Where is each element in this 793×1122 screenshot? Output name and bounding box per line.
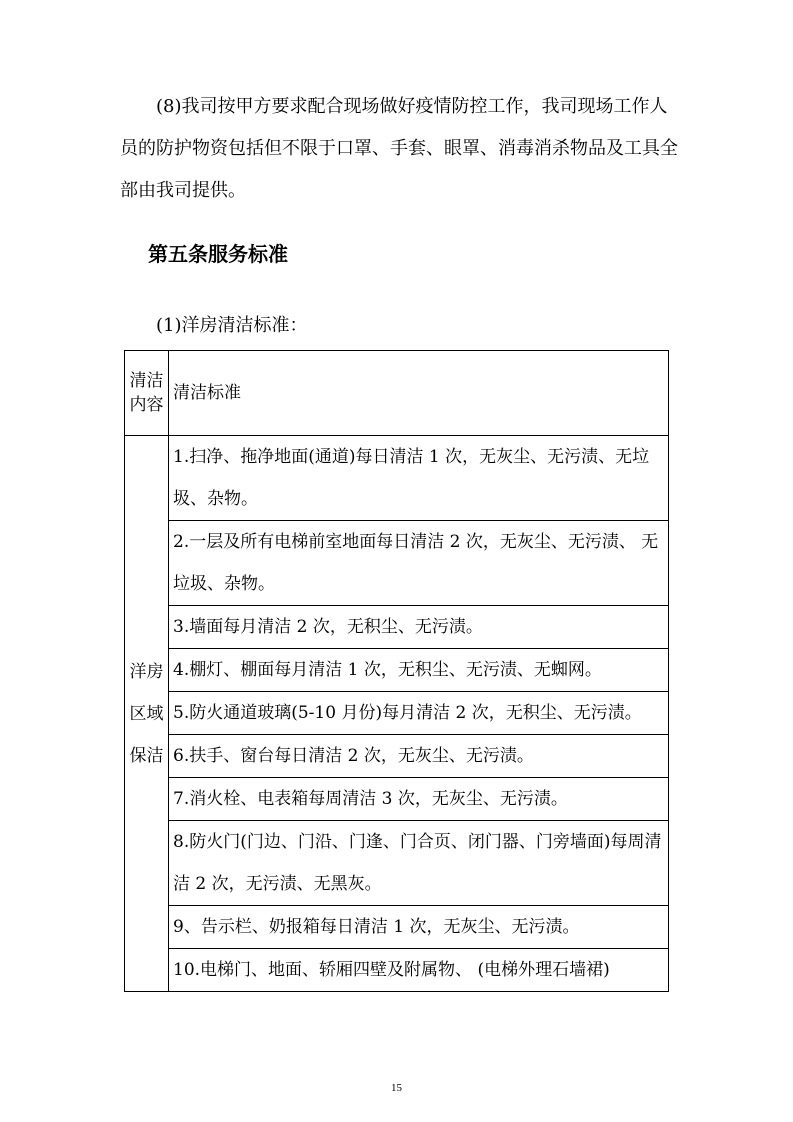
table-cell: 5.防火通道玻璃(5-10 月份)每月清洁 2 次，无积尘、无污渍。 bbox=[169, 692, 669, 735]
table-row bbox=[125, 649, 669, 692]
table-row bbox=[125, 821, 669, 906]
table-row bbox=[125, 949, 669, 992]
table-row bbox=[125, 606, 669, 649]
table-cell: 2.一层及所有电梯前室地面每日清洁 2 次，无灰尘、无污渍、 无垃圾、杂物。 bbox=[169, 521, 669, 606]
table-row bbox=[125, 778, 669, 821]
table-cell: 4.棚灯、棚面每月清洁 1 次，无积尘、无污渍、无蜘网。 bbox=[169, 649, 669, 692]
table-cell: 1.扫净、拖净地面(通道)每日清洁 1 次，无灰尘、无污渍、无垃圾、杂物。 bbox=[169, 436, 669, 521]
table-cell: 3.墙面每月清洁 2 次，无积尘、无污渍。 bbox=[169, 606, 669, 649]
table-cell: 8.防火门(门边、门沿、门逢、门合页、闭门器、门旁墙面)每周清洁 2 次，无污渍、无黑灰。 bbox=[169, 821, 669, 906]
table-cell: 7.消火栓、电表箱每周清洁 3 次，无灰尘、无污渍。 bbox=[169, 778, 669, 821]
table-row bbox=[125, 521, 669, 606]
table-cell: 9、告示栏、奶报箱每日清洁 1 次，无灰尘、无污渍。 bbox=[169, 906, 669, 949]
table-cell: 6.扶手、窗台每日清洁 2 次，无灰尘、无污渍。 bbox=[169, 735, 669, 778]
table-row bbox=[125, 692, 669, 735]
header-cleaning-content: 清洁内容 bbox=[125, 351, 169, 436]
section-heading: 第五条服务标准 bbox=[148, 242, 288, 266]
table-row bbox=[125, 436, 669, 521]
subheading: (1)洋房清洁标准： bbox=[156, 315, 308, 336]
cleaning-standards-table bbox=[124, 350, 669, 992]
category-cell: 洋房区域保洁 bbox=[125, 436, 169, 992]
table-row bbox=[125, 735, 669, 778]
table-header-row bbox=[125, 351, 669, 436]
page-number: 15 bbox=[391, 1082, 402, 1094]
header-cleaning-standard: 清洁标准 bbox=[169, 351, 669, 436]
intro-paragraph: (8)我司按甲方要求配合现场做好疫情防控工作，我司现场工作人员的防护物资包括但不限于口罩、手套、眼罩、消毒消杀物品及工具全部由我司提供。 bbox=[120, 96, 678, 201]
table-row bbox=[125, 906, 669, 949]
table-cell: 10.电梯门、地面、轿厢四壁及附属物、 (电梯外理石墙裙) bbox=[169, 949, 669, 992]
